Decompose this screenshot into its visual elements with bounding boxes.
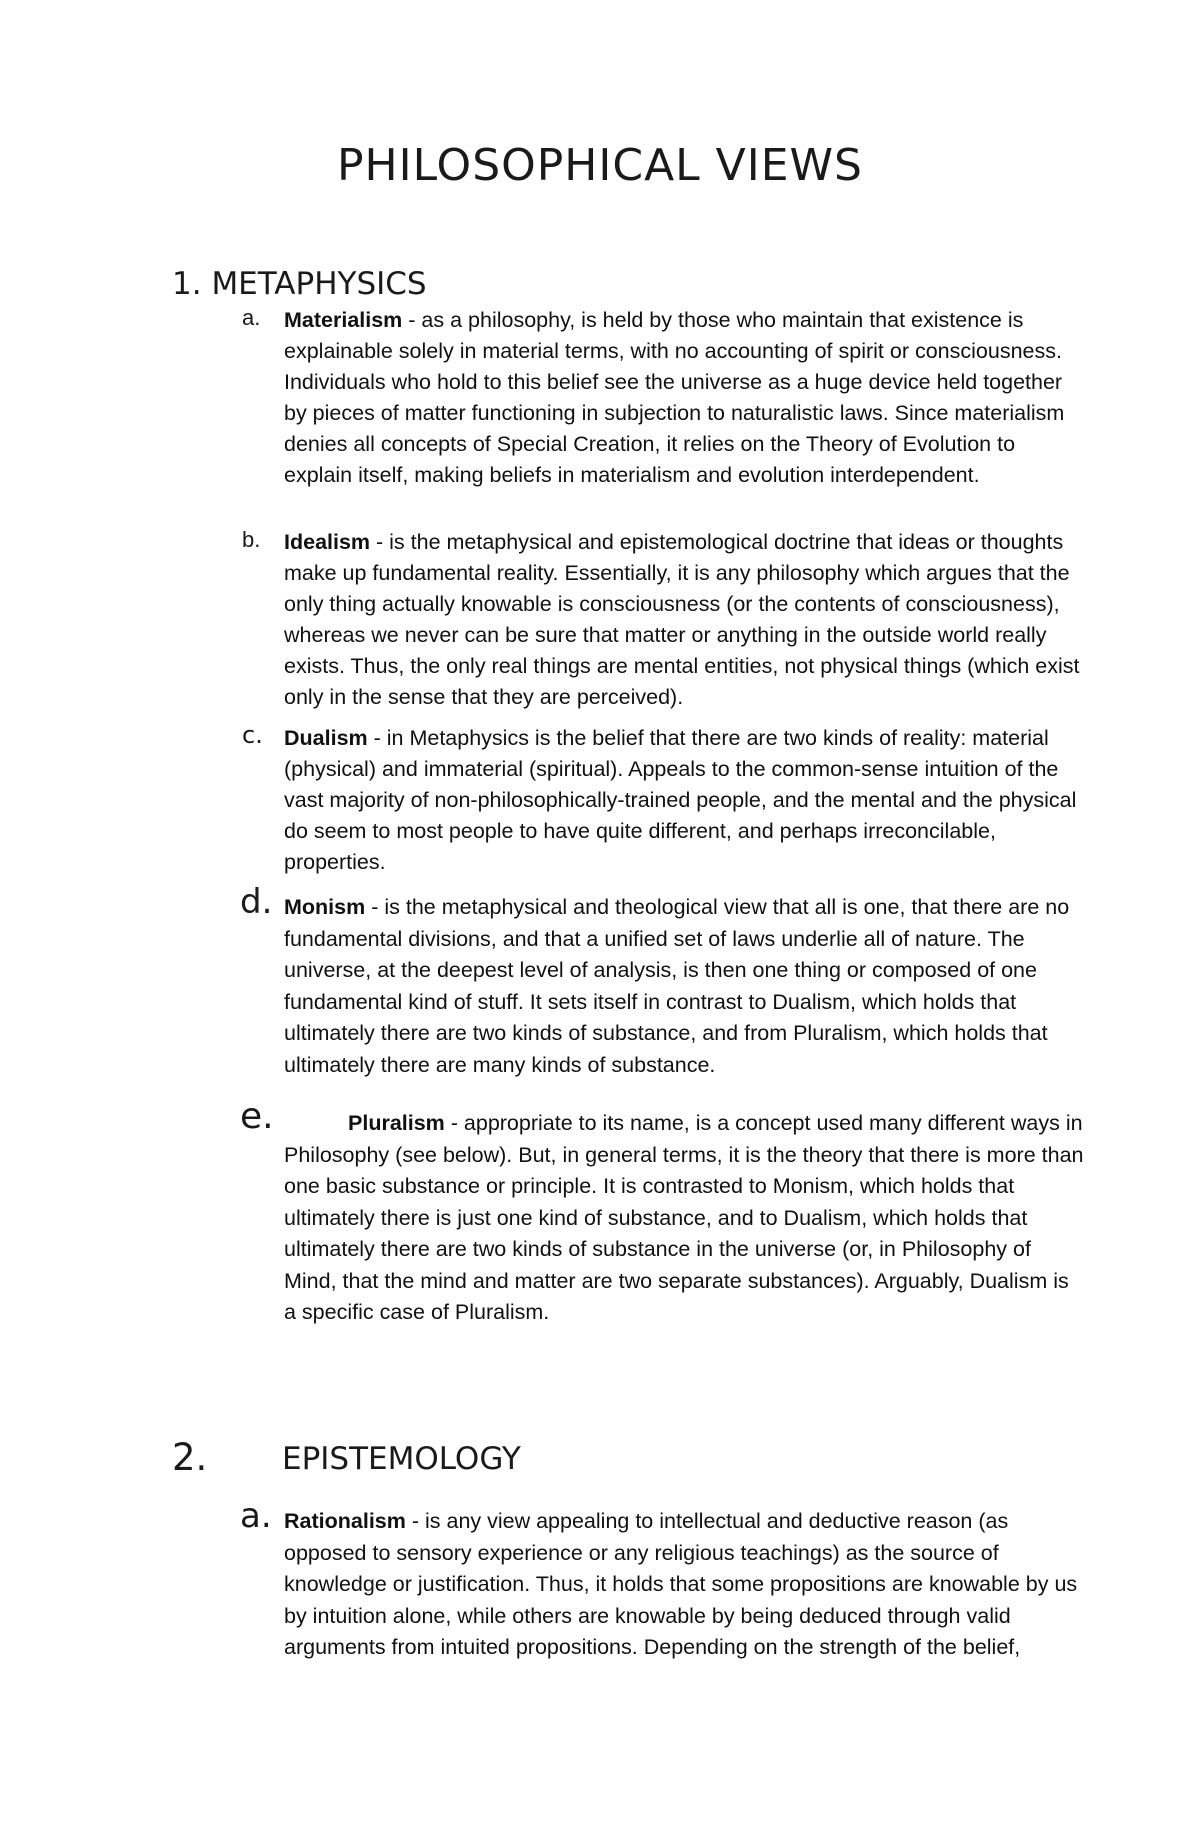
list-marker: b. xyxy=(242,527,261,552)
item-term: Dualism xyxy=(284,726,368,750)
item-term: Materialism xyxy=(284,308,403,332)
item-text xyxy=(284,1506,1086,1664)
list-item-monism xyxy=(240,882,1086,1081)
section-title: METAPHYSICS xyxy=(211,266,427,302)
list-marker: a. xyxy=(242,305,261,330)
section-heading-epistemology: EPISTEMOLOGY xyxy=(282,1441,521,1477)
item-text xyxy=(284,1108,1086,1329)
list-item-pluralism xyxy=(240,1096,1086,1329)
item-description: - is any view appealing to intellectual and deductive reason (as opposed to sensory experience or any religious teachings) as the source of knowledge or justification. Thus, it holds that some propositions are knowable by us by intuition alone, while others are knowable by being deduced through valid arguments from intuited propositions. Depending on the strength of the belief, xyxy=(284,1509,1078,1659)
list-item-idealism xyxy=(242,527,1086,713)
item-term: Idealism xyxy=(284,530,371,554)
item-text xyxy=(284,723,1086,878)
list-marker: e. xyxy=(240,1096,274,1137)
list-marker: a. xyxy=(240,1496,272,1536)
item-description: - as a philosophy, is held by those who maintain that existence is explainable solely in material terms, with no accounting of spirit or consciousness. Individuals who hold to this belief see the universe as a huge device held together by pieces of matter functioning in subjection to naturalistic laws. Since materialism denies all concepts of Special Creation, it relies on the Theory of Evolution to explain itself, making beliefs in materialism and evolution interdependent. xyxy=(284,308,1065,487)
item-text xyxy=(284,892,1086,1081)
list-marker: d. xyxy=(240,882,273,922)
page-title: PHILOSOPHICAL VIEWS xyxy=(337,140,863,191)
item-description: - in Metaphysics is the belief that there are two kinds of reality: material (physical) and immaterial (spiritual). Appeals to the common-sense intuition of the vast majority of non-philosophically-trained people, and the mental and the physical do seem to most people to have quite different, and perhaps irreconcilable, properties. xyxy=(284,726,1077,874)
list-item-materialism xyxy=(242,305,1086,491)
item-text xyxy=(284,527,1086,713)
item-description: - is the metaphysical and epistemological doctrine that ideas or thoughts make up fundamental reality. Essentially, it is any philosophy which argues that the only thing actually knowable is consciousness (or the contents of consciousness), whereas we never can be sure that matter or anything in the outside world really exists. Thus, the only real things are mental entities, not physical things (which exist only in the sense that they are perceived). xyxy=(284,530,1080,709)
item-description: - is the metaphysical and theological view that all is one, that there are no fundamental divisions, and that a unified set of laws underlie all of nature. The universe, at the deepest level of analysis, is then one thing or composed of one fundamental kind of stuff. It sets itself in contrast to Dualism, which holds that ultimately there are two kinds of substance, and from Pluralism, which holds that ultimately there are many kinds of substance. xyxy=(284,895,1070,1077)
section-heading-metaphysics xyxy=(172,266,427,302)
item-term: Rationalism xyxy=(284,1509,406,1533)
item-description: - appropriate to its name, is a concept used many different ways in Philosophy (see below). But, in general terms, it is the theory that there is more than one basic substance or principle. It is contrasted to Monism, which holds that ultimately there is just one kind of substance, and to Dualism, which holds that ultimately there are two kinds of substance in the universe (or, in Philosophy of Mind, that the mind and matter are two separate substances). Arguably, Dualism is a specific case of Pluralism. xyxy=(284,1111,1084,1324)
list-item-rationalism xyxy=(240,1496,1086,1664)
section-number: 2. xyxy=(172,1436,208,1479)
item-text xyxy=(284,305,1086,491)
item-term: Monism xyxy=(284,895,366,919)
list-marker: c. xyxy=(242,721,263,749)
section-number: 1. xyxy=(172,266,202,302)
list-item-dualism xyxy=(242,721,1086,878)
item-term: Pluralism xyxy=(348,1111,445,1135)
